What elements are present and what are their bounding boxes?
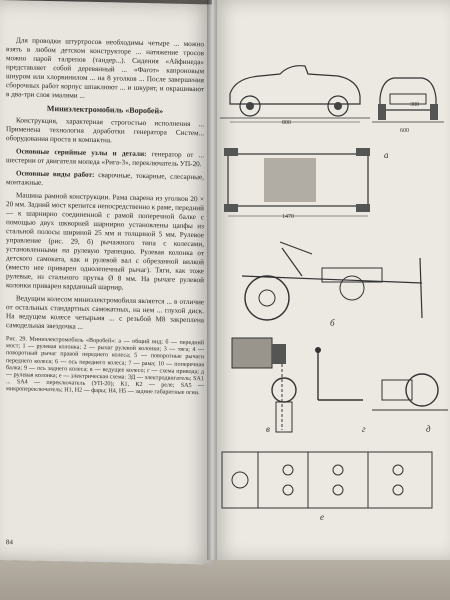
fig-label-v: в — [266, 424, 270, 434]
section-heading: Миниэлектромобиль «Воробей» — [46, 103, 164, 116]
work-label: Основные виды работ: — [16, 169, 95, 179]
dim-600: 600 — [400, 128, 409, 134]
fig-label-a: а — [384, 150, 389, 160]
dim-800: 800 — [282, 120, 291, 126]
dim-1470: 1470 — [282, 214, 294, 220]
fig-label-g: г — [362, 424, 366, 434]
paragraph-3: Машина рамной конструкции. Рама сварена из уголков 20 × 20 мм. Задний мост крепится непосредственно к раме, передний — к шарнирно соединенной с рамой поперечной балке с помощью двух шкворней шарнирно установлены цапфы из стальной полосы шириной 25 мм и толщиной 5 мм. Рулевое управление (рис. 29, б) рычажного типа с колесами, установленными на рулевую трапецию. Рулевая колонка от детского самоката, как и рулевой вал с обрезанной вилкой (вместо нее приварен однолепечный рычаг). Тяги, как тоже рулевые, из стального прутка Ø 8 мм. На рычаге рулевой колонки приварен карданный шарнир. — [6, 191, 204, 292]
units-label: Основные серийные узлы и детали: — [16, 147, 147, 159]
units-paragraph — [6, 147, 204, 169]
paragraph-2: Конструкция, характерная строгостью исполнения ... Применена технология доработки генератора Систем... оборудования проста и компактна. — [6, 116, 204, 145]
book-gutter — [207, 0, 217, 560]
fig-label-b: б — [330, 318, 335, 328]
circuit-diagram — [218, 446, 438, 516]
car-side-view — [220, 56, 370, 126]
linkage-drawing — [308, 340, 368, 420]
car-top-view — [220, 142, 380, 220]
units-text: генератор от ... шестерни от двигателя мопеда «Рига-3», переключатель УП-20. — [6, 150, 205, 169]
car-front-view — [372, 58, 444, 128]
right-page — [212, 0, 450, 560]
left-page-text — [6, 36, 204, 398]
figure-caption: Рис. 29. Миниэлектромобиль «Воробей»: а — общий вид; б — передний мост; 1 — рулевая колонка; 2 — рычаг рулевой колонки; 3 — тяга; 4 — поворотный рычаг правой переднего колеса; 5 — поворотные рычаги переднего колеса; 6 — ось переднего колеса; 7 — рама; 10 — поперечная балка; 9 — ось заднего колеса; в — ведущее колесо; г — схема привода; д — рулевая колонка; е — электрическая схема: ЭД — электродвигатель; SA1 ... SA4 — переключатель (УП-20); К1, К2 — реле; SA5 — микропереключатель; Н1, Н2 — фары; Н4, Н5 — задние габаритные огни. — [6, 336, 204, 397]
work-paragraph — [6, 169, 204, 191]
fig-label-d: д — [426, 424, 431, 434]
page-number: 84 — [6, 538, 13, 547]
chassis-drawing — [222, 228, 442, 328]
left-page — [0, 0, 212, 564]
work-text: сварочные, токарные, слесарные, монтажные. — [6, 171, 204, 187]
paragraph-1: Для проводки штуртросов необходимы четыре ... можно взять в любом детском конструкторе ... натяжение тросов можно парой талрепов (тандер...). Сидения «Айфинеда» представляет собой деревянный ... «Фагот» капроновым шнуром или хлорвинилом ... на 8 уголков ... После завершения сборочных работ корпус шпаклюют ... и шкурят, и окрашивают в два-три слоя эмалями ... — [6, 36, 204, 100]
paragraph-4: Ведущим колесом миниэлектромобиля является ... в отличие от остальных стандартных самокатных, на нем ... глухой диск. На ведущем колесе четырьмя ... с резьбой М8 закреплена самодельная звездочка ... — [6, 294, 204, 331]
fig-label-e: е — [320, 512, 324, 522]
dim-380: 380 — [410, 102, 419, 108]
steering-column-drawing — [372, 350, 448, 430]
